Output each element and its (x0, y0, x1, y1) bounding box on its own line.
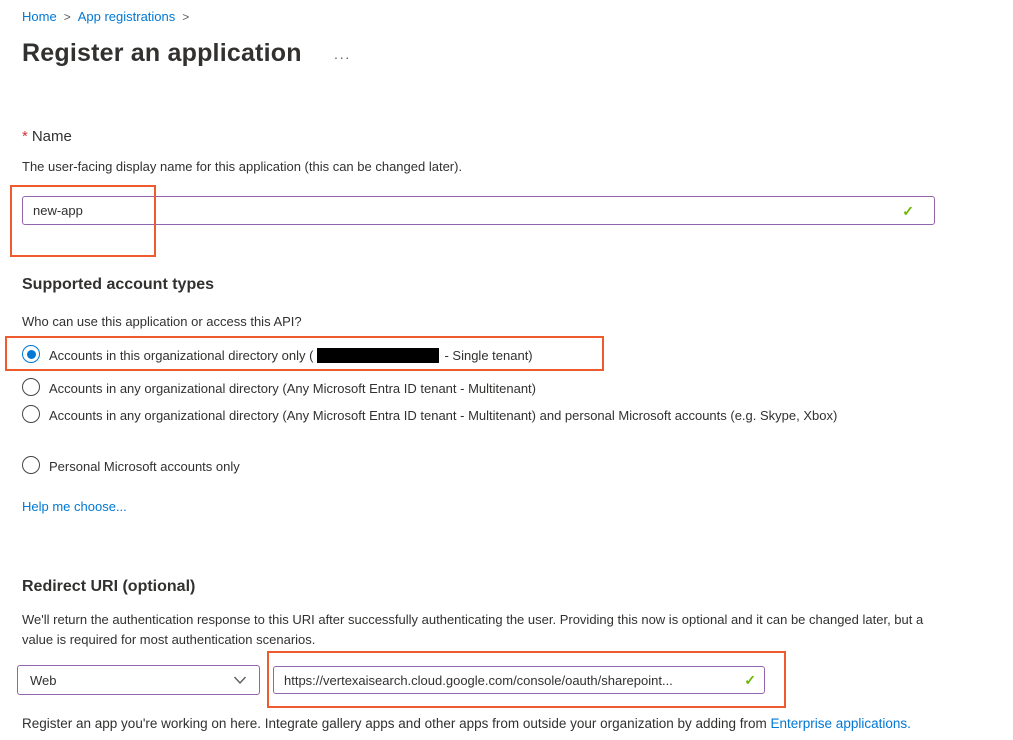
redirect-uri-description: We'll return the authentication response to this URI after successfully authenticating the user. Providing this now is optional and it can be changed later, but a value is required for most authentication scenarios. (22, 612, 924, 648)
footer-note-text: Register an app you're working on here. Integrate gallery apps and other apps from outside your organization by adding from (22, 716, 771, 731)
page-header (22, 39, 351, 68)
required-asterisk: * (22, 128, 28, 145)
chevron-down-icon (233, 675, 247, 685)
supported-account-types-heading: Supported account types (22, 276, 215, 293)
footer-note (22, 716, 911, 731)
more-options-icon[interactable]: ··· (333, 48, 351, 65)
radio-multitenant-label: Accounts in any organizational directory (Any Microsoft Entra ID tenant - Multitenant) (49, 381, 536, 396)
radio-unselected-icon (22, 378, 40, 396)
redirect-uri-input[interactable] (273, 666, 765, 694)
app-name-input[interactable] (22, 196, 935, 225)
radio-selected-icon (22, 345, 40, 363)
valid-check-icon: ✓ (902, 203, 914, 219)
redirect-uri-value: https://vertexaisearch.cloud.google.com/console/oauth/sharepoint... (284, 672, 673, 688)
enterprise-applications-link[interactable]: Enterprise applications. (770, 716, 911, 731)
redirect-uri-heading: Redirect URI (optional) (22, 578, 196, 595)
platform-select-value: Web (30, 672, 57, 688)
account-types-question: Who can use this application or access this API? (22, 314, 302, 329)
radio-personal-only-label: Personal Microsoft accounts only (49, 459, 240, 474)
app-name-value: new-app (33, 203, 83, 218)
name-field-label (22, 128, 72, 145)
radio-multitenant[interactable] (22, 378, 536, 400)
radio-single-tenant-label: Accounts in this organizational directory only ( - Single tenant) (49, 348, 533, 363)
redacted-tenant-name (317, 348, 439, 363)
name-label-text: Name (31, 128, 72, 145)
radio-unselected-icon (22, 405, 40, 423)
breadcrumb-app-registrations-link[interactable]: App registrations (77, 9, 176, 24)
radio-unselected-icon (22, 456, 40, 474)
radio-multitenant-personal[interactable] (22, 405, 837, 427)
valid-check-icon: ✓ (744, 671, 756, 688)
radio-multitenant-personal-label: Accounts in any organizational directory (Any Microsoft Entra ID tenant - Multitenant) and personal Microsoft accounts (e.g. Skype, Xbox) (49, 408, 838, 423)
name-field-description: The user-facing display name for this application (this can be changed later). (22, 159, 463, 174)
breadcrumb-separator: > (63, 10, 71, 24)
platform-select-dropdown[interactable] (17, 665, 260, 695)
radio-personal-only[interactable] (22, 456, 240, 478)
breadcrumb-home-link[interactable]: Home (22, 9, 57, 24)
breadcrumb-separator: > (182, 10, 190, 24)
help-me-choose-link[interactable]: Help me choose... (22, 499, 127, 514)
breadcrumb (22, 9, 196, 24)
page-title: Register an application (22, 39, 302, 67)
radio-single-tenant[interactable] (22, 345, 533, 367)
